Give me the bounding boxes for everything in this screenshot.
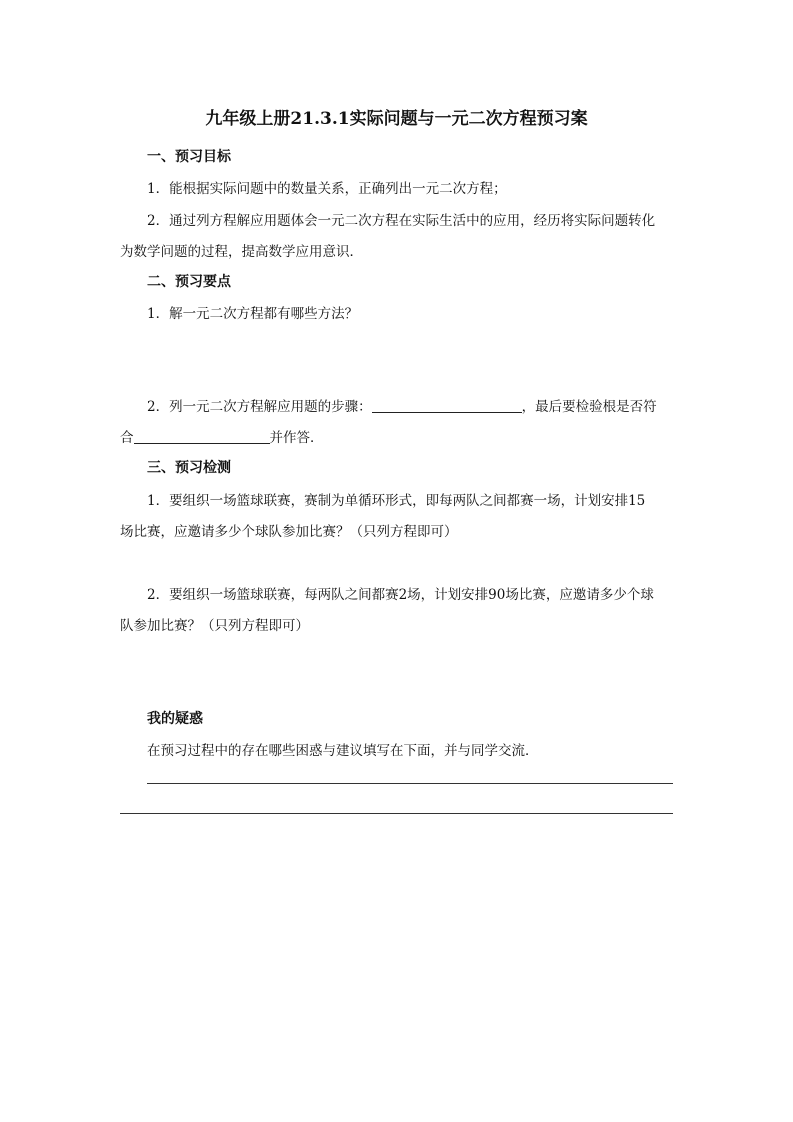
check-problem-1-line2: 场比赛，应邀请多少个球队参加比赛？（只列方程即可） [120,524,458,540]
doubts-answer-line-1[interactable] [147,783,673,784]
point-question-2-prefix: 2．列一元二次方程解应用题的步骤： [147,399,372,415]
page-title: 九年级上册21.3.1实际问题与一元二次方程预习案 [205,109,588,129]
point-question-2-line2-prefix: 合 [120,430,134,446]
goal-item-2-line2: 为数学问题的过程，提高数学应用意识． [120,244,363,260]
doubts-instruction: 在预习过程中的存在哪些困惑与建议填写在下面，并与同学交流． [147,743,539,759]
point-question-2-line2 [120,426,324,446]
check-problem-2-line2: 队参加比赛？（只列方程即可） [120,618,309,634]
point-question-1: 1．解一元二次方程都有哪些方法？ [147,306,359,322]
section-heading-check: 三、预习检测 [147,460,231,476]
doubts-heading: 我的疑惑 [147,711,203,727]
point-question-2-line2-suffix: 并作答． [269,430,324,446]
goal-item-2-line1: 2．通过列方程解应用题体会一元二次方程在实际生活中的应用，经历将实际问题转化 [147,213,656,229]
point-question-2-middle: ，最后要检验根是否符 [521,399,657,415]
goal-item-1: 1．能根据实际问题中的数量关系，正确列出一元二次方程； [147,181,507,197]
doubts-answer-line-2[interactable] [120,813,673,814]
section-heading-goals: 一、预习目标 [147,149,231,165]
check-problem-1-line1: 1．要组织一场篮球联赛，赛制为单循环形式，即每两队之间都赛一场，计划安排15 [147,493,646,509]
section-heading-points: 二、预习要点 [147,274,231,290]
steps-answer-blank[interactable] [372,398,522,413]
condition-answer-blank[interactable] [134,429,270,444]
check-problem-2-line1: 2．要组织一场篮球联赛，每两队之间都赛2场，计划安排90场比赛，应邀请多少个球 [147,587,654,603]
point-question-2-line1 [147,395,657,415]
